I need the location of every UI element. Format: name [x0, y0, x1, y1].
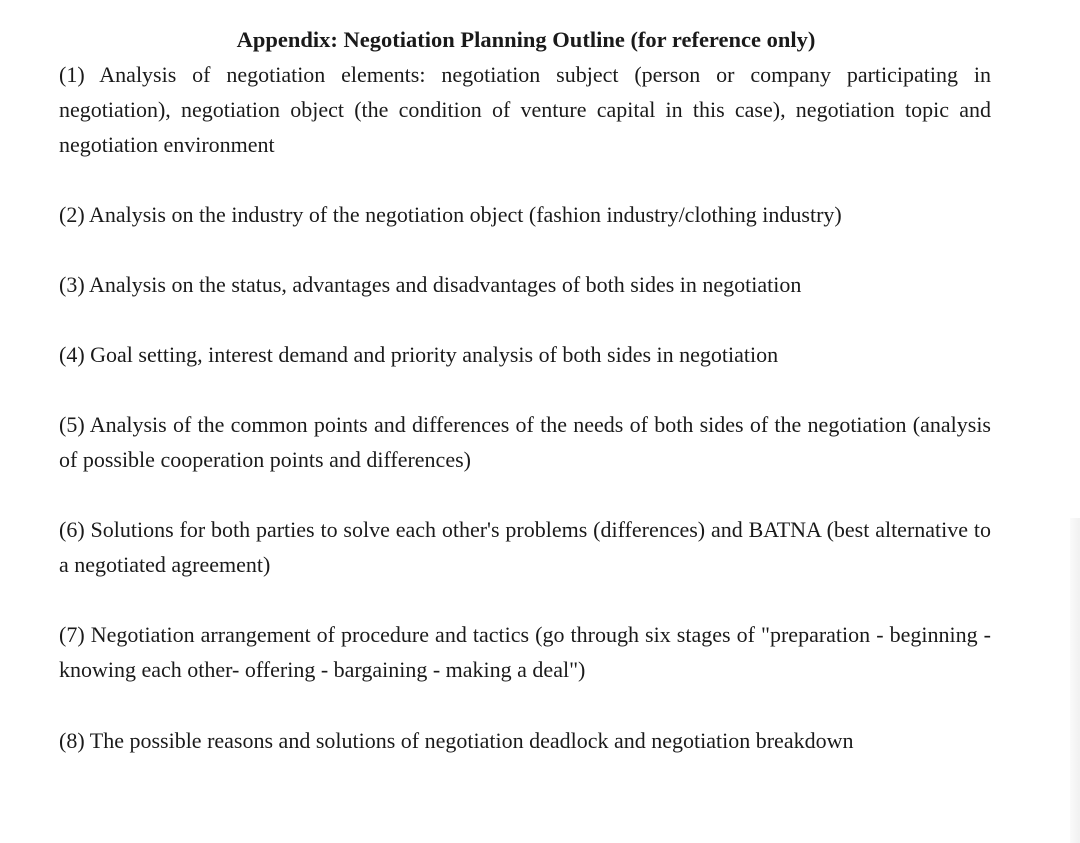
- outline-item-1: (1) Analysis of negotiation elements: negotiation subject (person or company participating in negotiation), negotiation object (the condition of venture capital in this case), negotiation topic and negotiation environment: [59, 62, 991, 157]
- outline-item-6: (6) Solutions for both parties to solve each other's problems (differences) and BATNA (best alternative to a negotiated agreement): [59, 517, 991, 577]
- scrollbar-edge[interactable]: [1070, 518, 1080, 843]
- outline-item-5: (5) Analysis of the common points and differences of the needs of both sides of the negotiation (analysis of possible cooperation points and differences): [59, 412, 991, 472]
- outline-item-8: (8) The possible reasons and solutions of negotiation deadlock and negotiation breakdown: [59, 728, 854, 753]
- outline-item-3: (3) Analysis on the status, advantages and disadvantages of both sides in negotiation: [59, 272, 802, 297]
- outline-item-4: (4) Goal setting, interest demand and priority analysis of both sides in negotiation: [59, 342, 779, 367]
- document-title: Appendix: Negotiation Planning Outline (for reference only): [236, 27, 816, 52]
- outline-item-7: (7) Negotiation arrangement of procedure and tactics (go through six stages of "preparation - beginning - knowing each other- offering - bargaining - making a deal"): [59, 622, 991, 682]
- outline-item-2: (2) Analysis on the industry of the negotiation object (fashion industry/clothing industry): [59, 202, 842, 227]
